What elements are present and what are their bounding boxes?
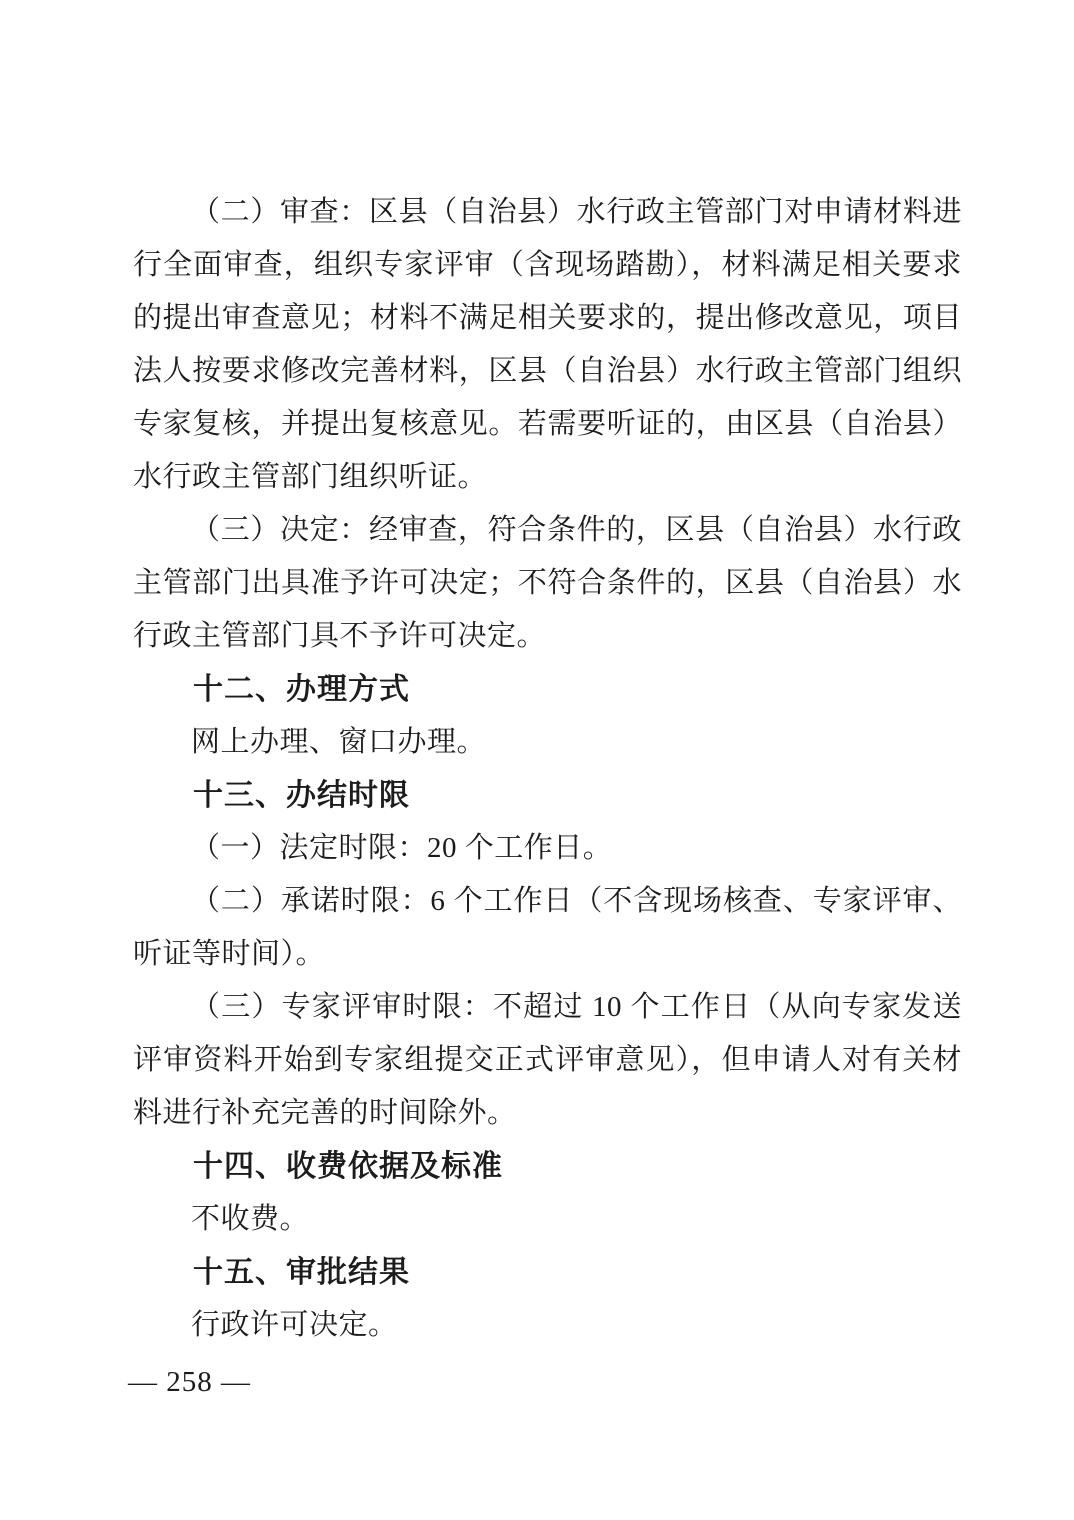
- paragraph-review-step: （二）审查：区县（自治县）水行政主管部门对申请材料进行全面审查，组织专家评审（含现场踏勘），材料满足相关要求的提出审查意见；材料不满足相关要求的，提出修改意见，项目法人按要求修改完善材料，区县（自治县）水行政主管部门组织专家复核，并提出复核意见。若需要听证的，由区县（自治县）水行政主管部门组织听证。: [133, 196, 962, 493]
- heading-section-15-approval-result: 十五、审批结果: [193, 1256, 410, 1289]
- paragraph-expert-review-time-limit: （三）专家评审时限：不超过 10 个工作日（从向专家发送评审资料开始到专家组提交正式评审意见），但申请人对有关材料进行补充完善的时间除外。: [133, 991, 962, 1129]
- paragraph-approval-result: 行政许可决定。: [191, 1309, 398, 1341]
- heading-section-14-fee-basis-and-standard: 十四、收费依据及标准: [193, 1150, 503, 1183]
- paragraph-promised-time-limit: （二）承诺时限：6 个工作日（不含现场核查、专家评审、听证等时间）。: [133, 885, 962, 970]
- paragraph-handling-method: 网上办理、窗口办理。: [191, 726, 487, 758]
- page-number: — 258 —: [128, 1366, 251, 1398]
- heading-section-12-handling-method: 十二、办理方式: [193, 673, 410, 706]
- paragraph-statutory-time-limit: （一）法定时限：20 个工作日。: [191, 832, 613, 864]
- paragraph-decision-step: （三）决定：经审查，符合条件的，区县（自治县）水行政主管部门出具准予许可决定；不符合条件的，区县（自治县）水行政主管部门具不予许可决定。: [133, 514, 962, 652]
- document-body: [133, 186, 962, 1352]
- paragraph-no-fee: 不收费。: [191, 1203, 310, 1235]
- heading-section-13-completion-time-limit: 十三、办结时限: [193, 779, 410, 812]
